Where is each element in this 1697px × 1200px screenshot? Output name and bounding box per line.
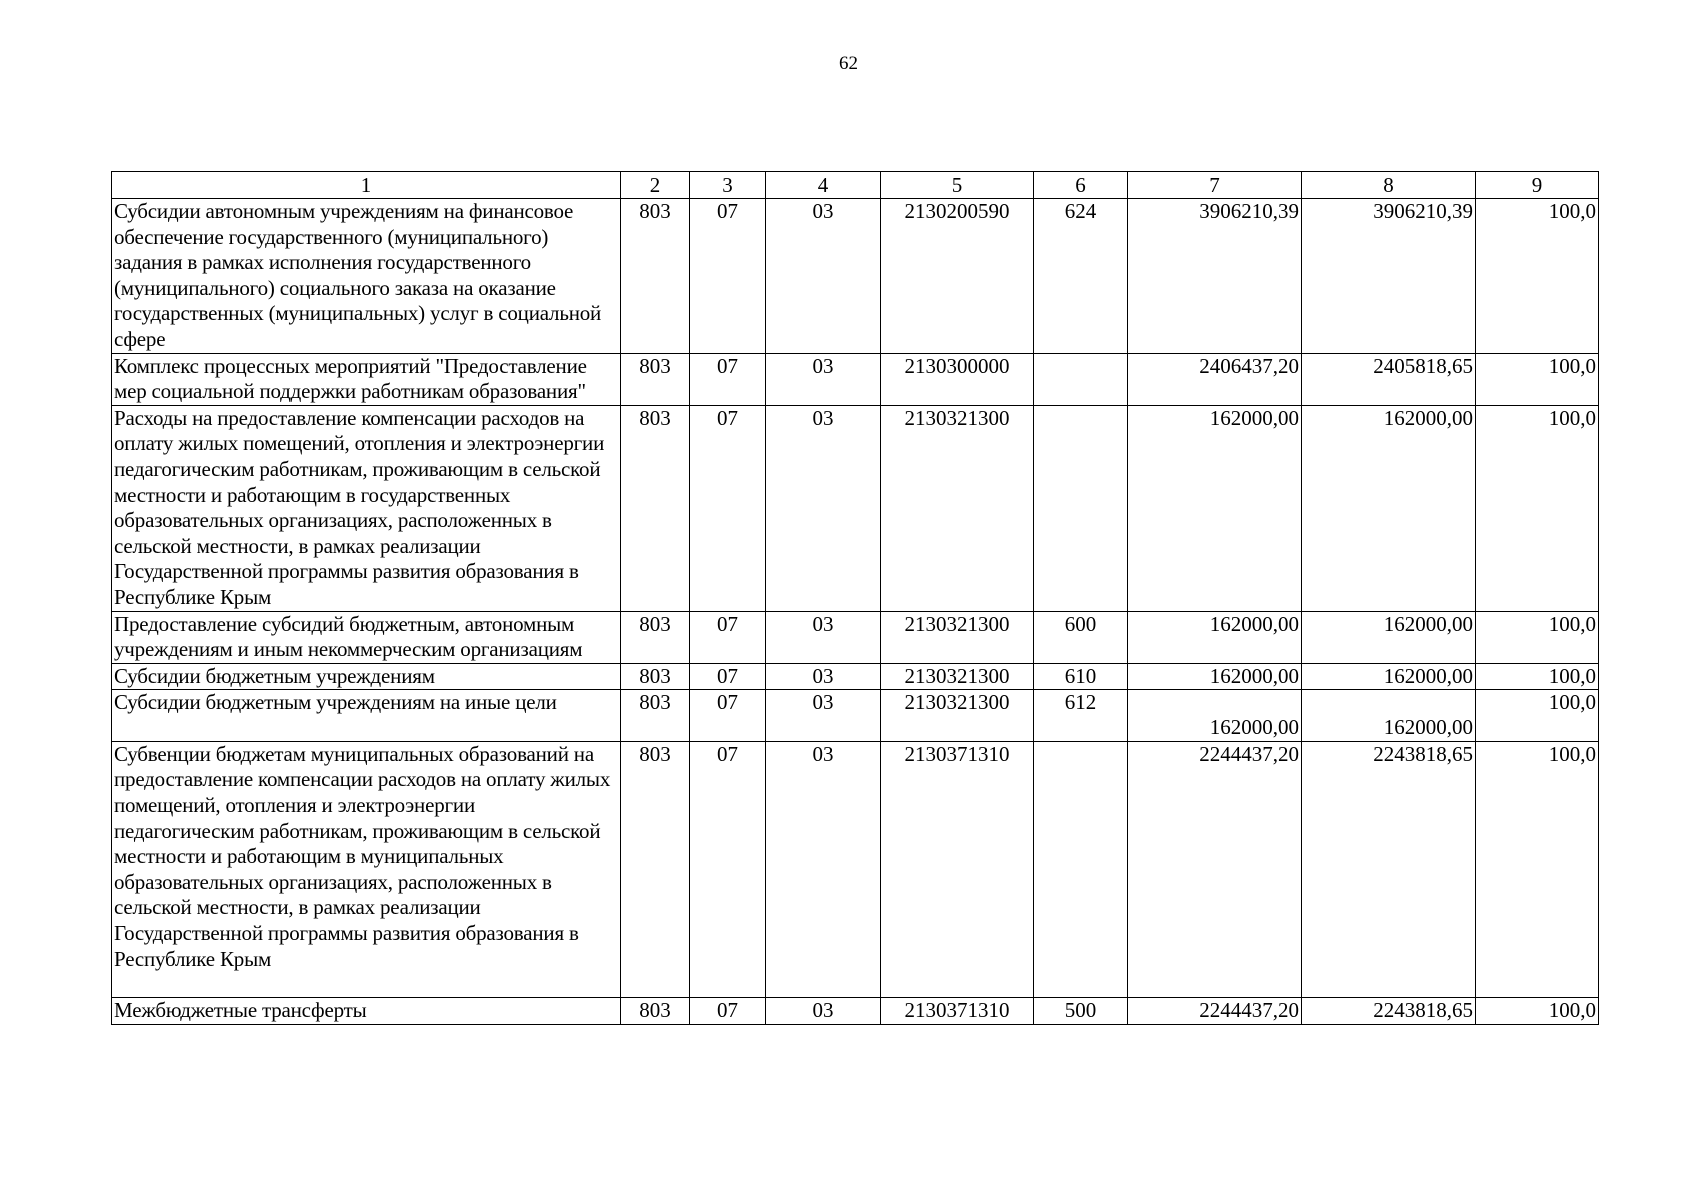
subsection-code-cell: 03 <box>766 199 881 354</box>
column-header-8: 8 <box>1302 172 1476 199</box>
table-row <box>112 998 1599 1025</box>
table-row <box>112 741 1599 997</box>
actual-amount-cell: 3906210,39 <box>1302 199 1476 354</box>
column-header-2: 2 <box>621 172 690 199</box>
expense-type-cell <box>1034 405 1128 611</box>
planned-amount-cell: 2244437,20 <box>1128 998 1302 1025</box>
target-code-cell: 2130321300 <box>881 405 1034 611</box>
section-code-cell: 07 <box>690 690 766 742</box>
dept-code-cell: 803 <box>621 741 690 997</box>
actual-amount-cell: 162000,00 <box>1302 405 1476 611</box>
dept-code-cell: 803 <box>621 353 690 405</box>
target-code-cell: 2130371310 <box>881 998 1034 1025</box>
expense-type-cell <box>1034 741 1128 997</box>
target-code-cell: 2130321300 <box>881 663 1034 690</box>
planned-amount-cell: 162000,00 <box>1128 663 1302 690</box>
actual-amount-cell: 2243818,65 <box>1302 998 1476 1025</box>
table-row <box>112 353 1599 405</box>
column-header-3: 3 <box>690 172 766 199</box>
subsection-code-cell: 03 <box>766 663 881 690</box>
expense-type-cell: 500 <box>1034 998 1128 1025</box>
dept-code-cell: 803 <box>621 199 690 354</box>
expense-type-cell: 612 <box>1034 690 1128 742</box>
table-row <box>112 199 1599 354</box>
target-code-cell: 2130300000 <box>881 353 1034 405</box>
target-code-cell: 2130321300 <box>881 611 1034 663</box>
section-code-cell: 07 <box>690 353 766 405</box>
dept-code-cell: 803 <box>621 998 690 1025</box>
subsection-code-cell: 03 <box>766 353 881 405</box>
page-number: 62 <box>839 53 858 74</box>
percent-cell: 100,0 <box>1476 741 1599 997</box>
percent-cell: 100,0 <box>1476 199 1599 354</box>
subsection-code-cell: 03 <box>766 405 881 611</box>
dept-code-cell: 803 <box>621 663 690 690</box>
row-name-cell: Субвенции бюджетам муниципальных образований на предоставление компенсации расходов на оплату жилых помещений, отопления и электроэнергии педагогическим работникам, проживающим в сельской местности и работающим в муниципальных образовательных организациях, расположенных в сельской местности, в рамках реализации Государственной программы развития образования в Республике Крым <box>112 741 621 997</box>
actual-amount-cell: 162000,00 <box>1302 690 1476 742</box>
table-row <box>112 690 1599 742</box>
subsection-code-cell: 03 <box>766 611 881 663</box>
dept-code-cell: 803 <box>621 611 690 663</box>
column-header-1: 1 <box>112 172 621 199</box>
column-header-6: 6 <box>1034 172 1128 199</box>
planned-amount-cell: 3906210,39 <box>1128 199 1302 354</box>
table-row <box>112 405 1599 611</box>
expense-type-cell: 610 <box>1034 663 1128 690</box>
percent-cell: 100,0 <box>1476 611 1599 663</box>
column-header-7: 7 <box>1128 172 1302 199</box>
budget-table <box>111 171 1599 1025</box>
row-name-cell: Субсидии автономным учреждениям на финансовое обеспечение государственного (муниципального) задания в рамках исполнения государственного (муниципального) социального заказа на оказание государственных (муниципальных) услуг в социальной сфере <box>112 199 621 354</box>
section-code-cell: 07 <box>690 741 766 997</box>
subsection-code-cell: 03 <box>766 741 881 997</box>
actual-amount-cell: 162000,00 <box>1302 611 1476 663</box>
row-name-cell: Расходы на предоставление компенсации расходов на оплату жилых помещений, отопления и электроэнергии педагогическим работникам, проживающим в сельской местности и работающим в государственных образовательных организациях, расположенных в сельской местности, в рамках реализации Государственной программы развития образования в Республике Крым <box>112 405 621 611</box>
expense-type-cell <box>1034 353 1128 405</box>
percent-cell: 100,0 <box>1476 663 1599 690</box>
target-code-cell: 2130321300 <box>881 690 1034 742</box>
row-name-cell: Комплекс процессных мероприятий "Предоставление мер социальной поддержки работникам образования" <box>112 353 621 405</box>
header-row <box>112 172 1599 199</box>
section-code-cell: 07 <box>690 663 766 690</box>
percent-cell: 100,0 <box>1476 690 1599 742</box>
column-header-4: 4 <box>766 172 881 199</box>
actual-amount-cell: 2405818,65 <box>1302 353 1476 405</box>
planned-amount-cell: 162000,00 <box>1128 611 1302 663</box>
row-name-cell: Межбюджетные трансферты <box>112 998 621 1025</box>
percent-cell: 100,0 <box>1476 353 1599 405</box>
percent-cell: 100,0 <box>1476 998 1599 1025</box>
percent-cell: 100,0 <box>1476 405 1599 611</box>
expense-type-cell: 624 <box>1034 199 1128 354</box>
actual-amount-cell: 162000,00 <box>1302 663 1476 690</box>
planned-amount-cell: 2406437,20 <box>1128 353 1302 405</box>
section-code-cell: 07 <box>690 199 766 354</box>
section-code-cell: 07 <box>690 998 766 1025</box>
planned-amount-cell: 2244437,20 <box>1128 741 1302 997</box>
section-code-cell: 07 <box>690 405 766 611</box>
row-name-cell: Предоставление субсидий бюджетным, автономным учреждениям и иным некоммерческим организациям <box>112 611 621 663</box>
row-name-cell: Субсидии бюджетным учреждениям <box>112 663 621 690</box>
planned-amount-cell: 162000,00 <box>1128 405 1302 611</box>
dept-code-cell: 803 <box>621 690 690 742</box>
table-row <box>112 663 1599 690</box>
row-name-cell: Субсидии бюджетным учреждениям на иные цели <box>112 690 621 742</box>
subsection-code-cell: 03 <box>766 690 881 742</box>
table-row <box>112 611 1599 663</box>
column-header-9: 9 <box>1476 172 1599 199</box>
subsection-code-cell: 03 <box>766 998 881 1025</box>
dept-code-cell: 803 <box>621 405 690 611</box>
actual-amount-cell: 2243818,65 <box>1302 741 1476 997</box>
expense-type-cell: 600 <box>1034 611 1128 663</box>
target-code-cell: 2130200590 <box>881 199 1034 354</box>
target-code-cell: 2130371310 <box>881 741 1034 997</box>
planned-amount-cell: 162000,00 <box>1128 690 1302 742</box>
column-header-5: 5 <box>881 172 1034 199</box>
section-code-cell: 07 <box>690 611 766 663</box>
